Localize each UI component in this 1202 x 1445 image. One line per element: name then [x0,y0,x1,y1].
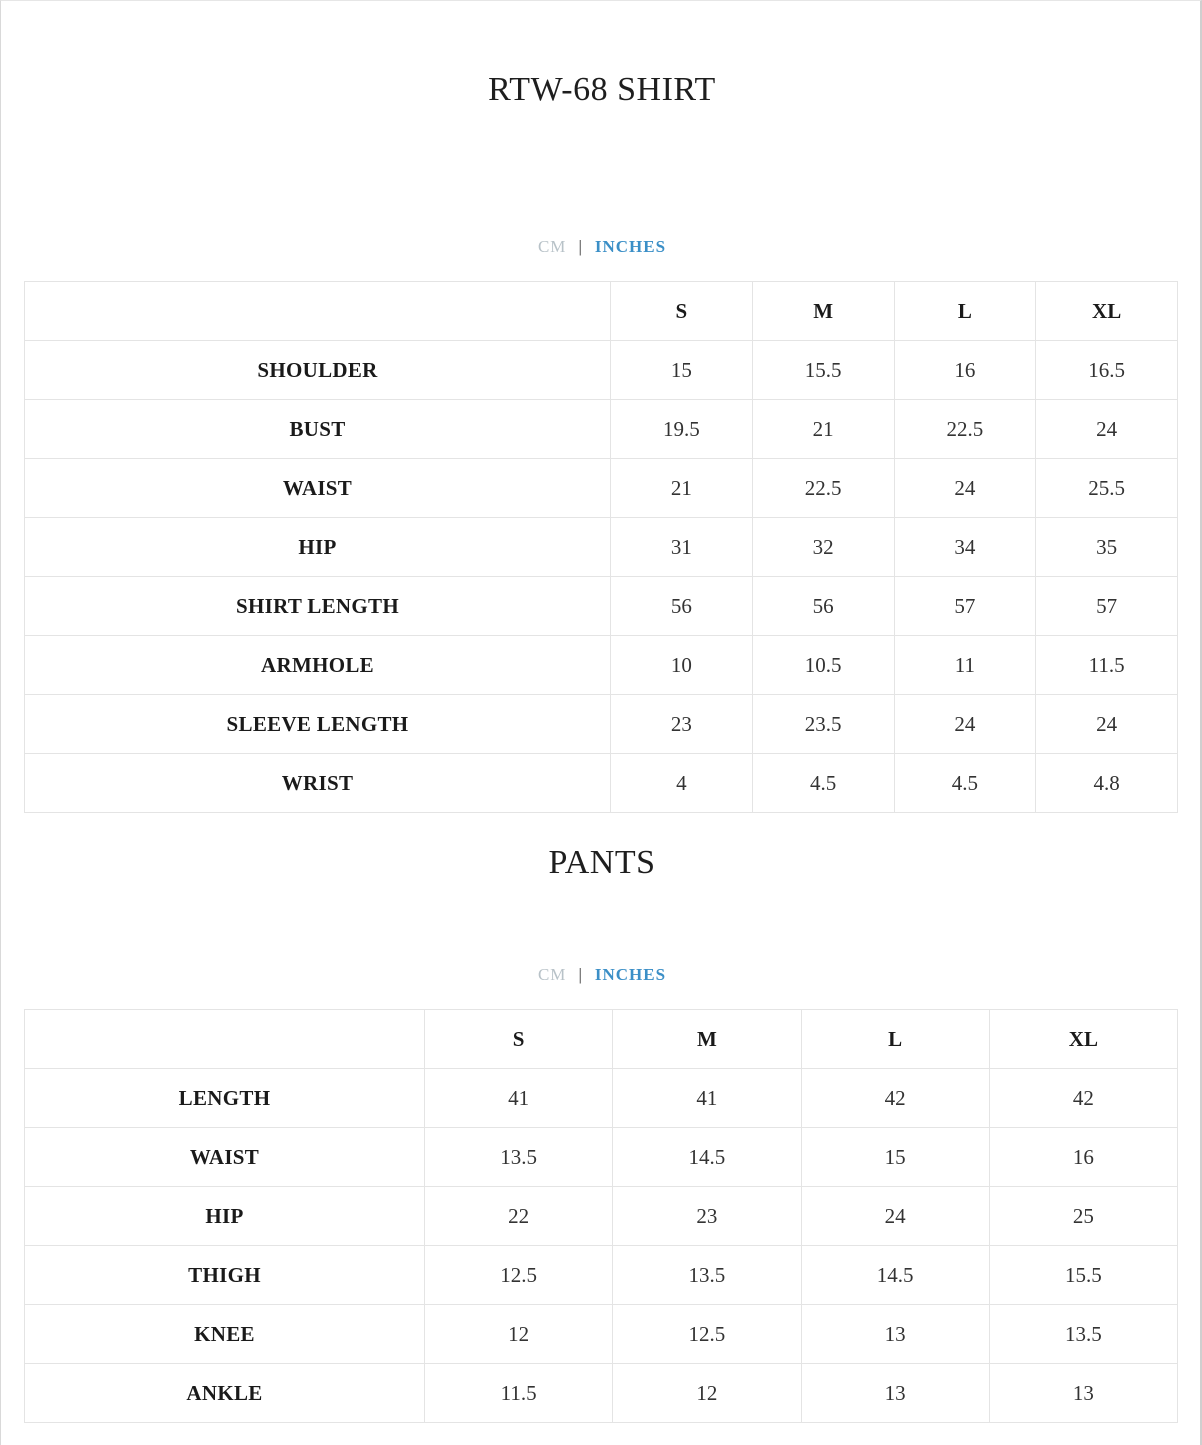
shirt-title: RTW-68 SHIRT [488,71,716,108]
measurement-label: THIGH [25,1246,425,1305]
shirt-unit-inches-tab[interactable]: INCHES [594,237,667,256]
measurement-value: 15.5 [752,341,894,400]
measurement-value: 14.5 [801,1246,989,1305]
size-header: XL [1036,282,1178,341]
shirt-unit-toggle [1,237,1202,257]
table-row [25,1128,1178,1187]
measurement-value: 12 [613,1364,801,1423]
measurement-value: 25 [989,1187,1177,1246]
table-row [25,1305,1178,1364]
size-header: M [613,1010,801,1069]
size-header: XL [989,1010,1177,1069]
pants-title: PANTS [548,844,656,881]
corner-cell [25,1010,425,1069]
pants-unit-toggle [1,965,1202,985]
table-row [25,636,1178,695]
size-header: L [801,1010,989,1069]
measurement-value: 21 [752,400,894,459]
measurement-label: WAIST [25,459,611,518]
measurement-value: 56 [752,577,894,636]
measurement-value: 19.5 [611,400,753,459]
measurement-value: 11 [894,636,1036,695]
size-header: M [752,282,894,341]
measurement-value: 13.5 [425,1128,613,1187]
measurement-value: 21 [611,459,753,518]
measurement-value: 4 [611,754,753,813]
measurement-label: SHIRT LENGTH [25,577,611,636]
measurement-value: 41 [613,1069,801,1128]
shirt-unit-cm-tab[interactable]: CM [537,237,567,256]
measurement-value: 4.8 [1036,754,1178,813]
measurement-label: BUST [25,400,611,459]
measurement-value: 23.5 [752,695,894,754]
measurement-label: WRIST [25,754,611,813]
measurement-value: 4.5 [894,754,1036,813]
measurement-value: 16.5 [1036,341,1178,400]
size-header: S [425,1010,613,1069]
table-header-row [25,282,1178,341]
measurement-value: 13.5 [989,1305,1177,1364]
measurement-label: ARMHOLE [25,636,611,695]
unit-separator: | [578,965,583,984]
measurement-value: 23 [611,695,753,754]
shirt-size-table [24,281,1178,813]
measurement-value: 25.5 [1036,459,1178,518]
measurement-value: 13 [801,1364,989,1423]
measurement-label: HIP [25,1187,425,1246]
measurement-value: 24 [894,695,1036,754]
measurement-value: 11.5 [1036,636,1178,695]
measurement-value: 12.5 [425,1246,613,1305]
measurement-value: 42 [989,1069,1177,1128]
measurement-value: 22 [425,1187,613,1246]
measurement-label: LENGTH [25,1069,425,1128]
size-header: S [611,282,753,341]
measurement-value: 57 [894,577,1036,636]
measurement-value: 24 [1036,695,1178,754]
measurement-value: 11.5 [425,1364,613,1423]
corner-cell [25,282,611,341]
measurement-value: 22.5 [894,400,1036,459]
table-row [25,1187,1178,1246]
measurement-value: 13 [801,1305,989,1364]
measurement-value: 15 [611,341,753,400]
pants-size-table [24,1009,1178,1423]
measurement-value: 14.5 [613,1128,801,1187]
measurement-value: 23 [613,1187,801,1246]
measurement-value: 41 [425,1069,613,1128]
measurement-value: 10 [611,636,753,695]
measurement-value: 32 [752,518,894,577]
measurement-value: 16 [894,341,1036,400]
measurement-value: 4.5 [752,754,894,813]
measurement-label: SHOULDER [25,341,611,400]
table-row [25,518,1178,577]
measurement-value: 15.5 [989,1246,1177,1305]
measurement-value: 35 [1036,518,1178,577]
measurement-value: 56 [611,577,753,636]
measurement-value: 13 [989,1364,1177,1423]
measurement-value: 24 [801,1187,989,1246]
measurement-value: 57 [1036,577,1178,636]
table-row [25,754,1178,813]
table-row [25,400,1178,459]
pants-unit-inches-tab[interactable]: INCHES [594,965,667,984]
measurement-value: 22.5 [752,459,894,518]
measurement-value: 31 [611,518,753,577]
unit-separator: | [578,237,583,256]
measurement-value: 10.5 [752,636,894,695]
table-row [25,577,1178,636]
table-row [25,1364,1178,1423]
measurement-value: 24 [894,459,1036,518]
measurement-label: ANKLE [25,1364,425,1423]
table-header-row [25,1010,1178,1069]
size-header: L [894,282,1036,341]
pants-unit-cm-tab[interactable]: CM [537,965,567,984]
table-row [25,1069,1178,1128]
measurement-value: 12 [425,1305,613,1364]
measurement-label: SLEEVE LENGTH [25,695,611,754]
table-row [25,695,1178,754]
measurement-value: 34 [894,518,1036,577]
measurement-label: WAIST [25,1128,425,1187]
measurement-value: 15 [801,1128,989,1187]
table-row [25,341,1178,400]
measurement-value: 24 [1036,400,1178,459]
measurement-value: 42 [801,1069,989,1128]
table-row [25,1246,1178,1305]
measurement-value: 13.5 [613,1246,801,1305]
measurement-label: HIP [25,518,611,577]
measurement-value: 16 [989,1128,1177,1187]
table-row [25,459,1178,518]
measurement-value: 12.5 [613,1305,801,1364]
measurement-label: KNEE [25,1305,425,1364]
